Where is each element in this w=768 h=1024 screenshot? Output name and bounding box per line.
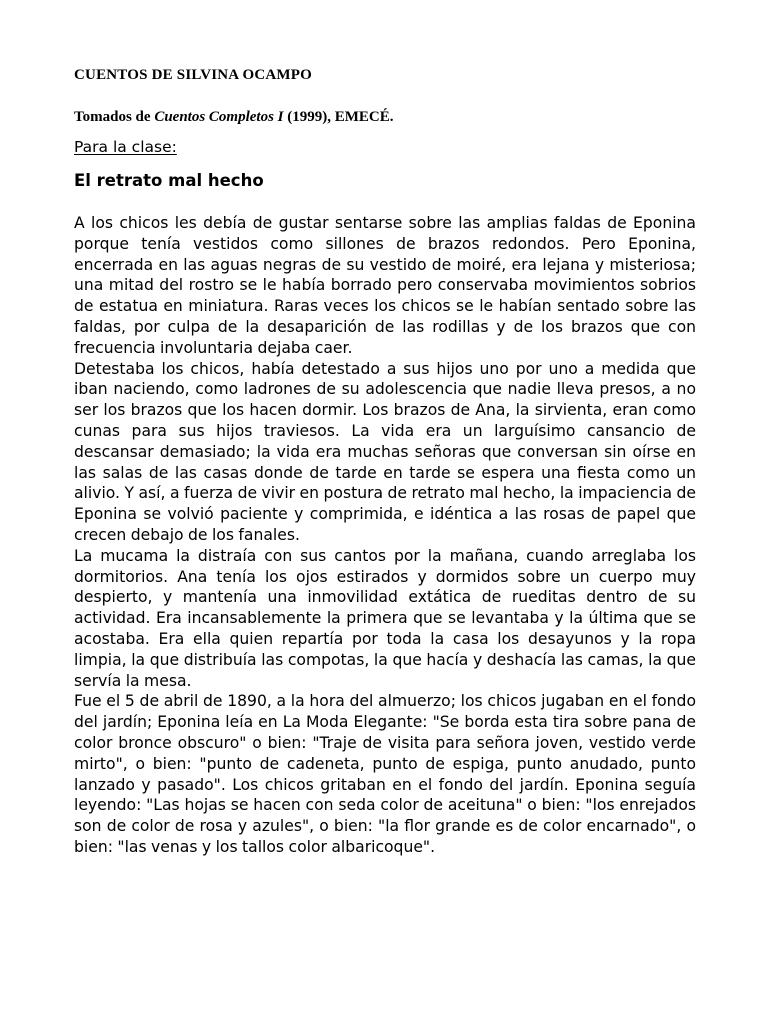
story-title: El retrato mal hecho: [74, 171, 264, 190]
source-book-title: Cuentos Completos I: [154, 109, 284, 125]
story-paragraph: Fue el 5 de abril de 1890, a la hora del almuerzo; los chicos jugaban en el fondo del jardín; Eponina leía en La Moda Elegante: "Se borda esta tira sobre pana de color bronce obscuro" o bien: "Traje de visita para señora joven, vestido verde mirto", o bien: "punto de cadeneta, punto de espiga, punto anudado, punto lanzado y pasado". Los chicos gritaban en el fondo del jardín. Eponina seguía leyendo: "Las hojas se hacen con seda color de aceituna" o bien: "los enrejados son de color de rosa y azules", o bien: "la flor grande es de color encarnado", o bien: "las venas y los tallos color albaricoque".: [74, 692, 696, 856]
story-paragraph: La mucama la distraía con sus cantos por la mañana, cuando arreglaba los dormitorios. Ana tenía los ojos estirados y dormidos sobre un cuerpo muy despierto, y mantenía una inmovilidad extática de rueditas dentro de su actividad. Era incansablemente la primera que se levantaba y la última que se acostaba. Era ella quien repartía por toda la casa los desayunos y la ropa limpia, la que distribuía las compotas, la que hacía y deshacía las camas, la que servía la mesa.: [74, 546, 696, 690]
section-label: Para la clase:: [74, 138, 177, 156]
source-suffix: (1999), EMECÉ.: [283, 109, 394, 125]
story-paragraph: A los chicos les debía de gustar sentarse sobre las amplias faldas de Eponina porque tenía vestidos como sillones de brazos redondos. Pero Eponina, encerrada en las aguas negras de su vestido de moiré, era lejana y misteriosa; una mitad del rostro se le había borrado pero conservaba movimientos sobrios de estatua en miniatura. Raras veces los chicos se le habían sentado sobre las faldas, por culpa de la desaparición de las rodillas y de los brazos que con frecuencia involuntaria dejaba caer.: [74, 214, 696, 357]
story-paragraph: Detestaba los chicos, había detestado a sus hijos uno por uno a medida que iban naciendo, como ladrones de su adolescencia que nadie lleva presos, a no ser los brazos que los hacen dormir. Los brazos de Ana, la sirvienta, eran como cunas para sus hijos traviesos. La vida era un larguísimo cansancio de descansar demasiado; la vida era muchas señoras que conversan sin oírse en las salas de las casas donde de tarde en tarde se espera una fiesta como un alivio. Y así, a fuerza de vivir en postura de retrato mal hecho, la impaciencia de Eponina se volvió paciente y comprimida, e idéntica a las rosas de papel que crecen debajo de los fanales.: [74, 359, 696, 544]
document-page: [74, 66, 696, 858]
story-body: [74, 213, 696, 858]
document-source: [74, 108, 696, 126]
document-title: CUENTOS DE SILVINA OCAMPO: [74, 67, 312, 83]
source-prefix: Tomados de: [74, 109, 155, 125]
